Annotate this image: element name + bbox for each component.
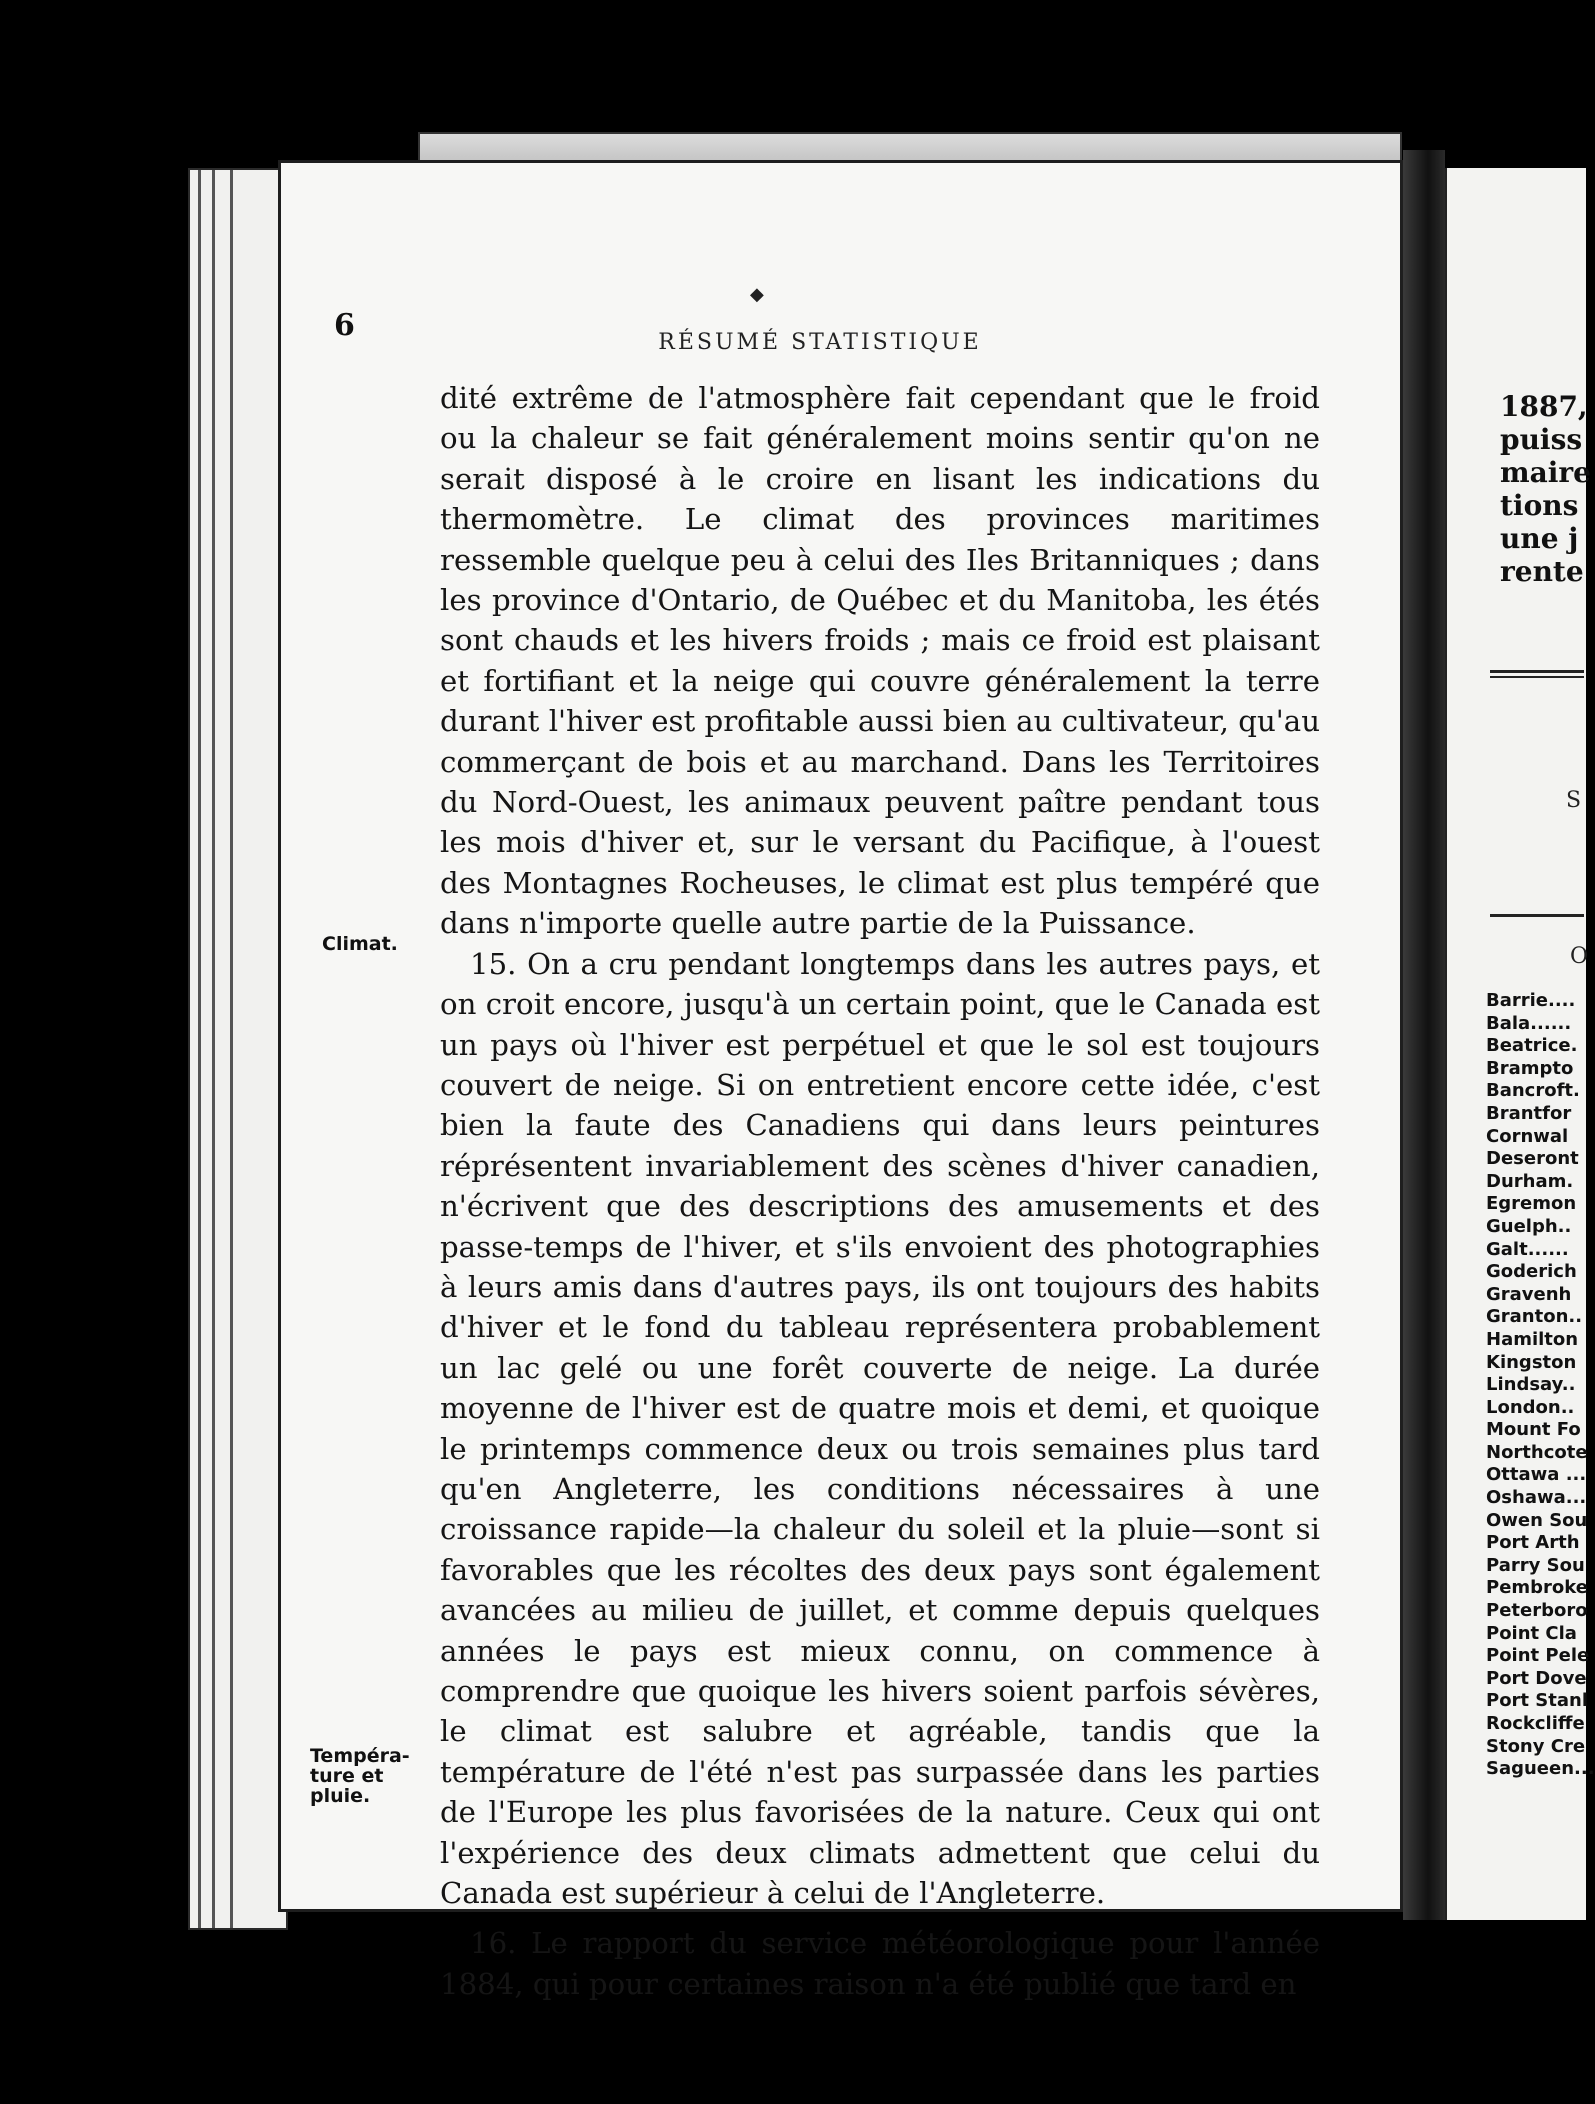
body-text — [440, 378, 1320, 2004]
running-head — [560, 284, 1080, 355]
station-name: Barrie.... — [1486, 990, 1576, 1011]
station-name: Parry Sou — [1486, 1554, 1585, 1576]
station-name: Point Cla — [1486, 1622, 1577, 1644]
station-name: Port Dove — [1486, 1667, 1587, 1689]
column-heading-fragment: O — [1570, 944, 1589, 969]
station-name: Oshawa... — [1486, 1487, 1587, 1509]
paragraph-continuation: dité extrême de l'atmosphère fait cependant que le froid ou la chaleur se fait généralement moins sentir qu'on ne serait disposé à le croire en lisant les indications du thermomètre. Le climat des provinces maritimes ressemble quelque peu à celui des Iles Britanniques ; dans les province d'Ontario, de Québec et du Manitoba, les étés sont chauds et les hivers froids ; mais ce froid est plaisant et fortifiant et la neige qui couvre généralement la terre durant l'hiver est profitable aussi bien au cultivateur, qu'au commerçant de bois et au marchand. Dans les Territoires du Nord-Ouest, les animaux peuvent paître pendant tous les mois d'hiver et, sur le versant du Pacifique, à l'ouest des Montagnes Rocheuses, le climat est plus tempéré que dans n'importe quelle autre partie de la Puissance. — [440, 381, 1320, 941]
right-page-text — [1500, 390, 1591, 588]
double-rule — [1490, 670, 1584, 673]
station-name: Bancroft. — [1486, 1080, 1580, 1102]
right-line: maire — [1500, 456, 1591, 489]
book-cover-edge — [188, 168, 288, 1930]
station-name: Goderich — [1486, 1261, 1577, 1283]
right-line: tions — [1500, 489, 1579, 522]
station-name: Galt...... — [1486, 1238, 1569, 1260]
station-name: Point Pele — [1486, 1645, 1590, 1667]
station-name: Northcote — [1486, 1441, 1588, 1463]
station-name: Ottawa ... — [1486, 1464, 1587, 1486]
paragraph-16: 16. Le rapport du service météorologique pour l'année 1884, qui pour certaines raison n'a été publié que tard en — [440, 1926, 1320, 2001]
station-name: Port Stanl — [1486, 1690, 1589, 1712]
station-list — [1486, 990, 1595, 1781]
station-name: Stony Cre — [1486, 1735, 1586, 1757]
table-heading-fragment: S — [1566, 788, 1582, 813]
paragraph-15: 15. On a cru pendant longtemps dans les autres pays, et on croit encore, jusqu'à un certain point, que le Canada est un pays où l'hiver est perpétuel et que le sol est toujours couvert de neige. Si on entretient encore cette idée, c'est bien la faute des Canadiens qui dans leurs peintures réprésentent invariablement des scènes d'hiver canadien, n'écrivent que des descriptions des amusements et des passe-temps de l'hiver, et s'ils envoient des photographies à leurs amis dans d'autres pays, ils ont toujours des habits d'hiver et le fond du tableau représentera probablement un lac gelé ou une forêt couverte de neige. La durée moyenne de l'hiver est de quatre mois et demi, et quoique le printemps commence deux ou trois semaines plus tard qu'en Angleterre, les conditions nécessaires à une croissance rapide—la chaleur du soleil et la pluie—sont si favorables que les récoltes des deux pays sont également avancées au milieu de juillet, et comme depuis quelques années le pays est mieux connu, on commence à comprendre que quoique les hivers soient parfois sévères, le climat est salubre et agréable, tandis que la température de l'été n'est pas surpassée dans les parties de l'Europe les plus favorisées de la nature. Ceux qui ont l'expérience des deux climats admettent que celui du Canada est supérieur à celui de l'Angleterre. — [440, 946, 1320, 1911]
station-name: Granton.. — [1486, 1306, 1583, 1328]
right-line: une j — [1500, 522, 1579, 555]
book-gutter — [1403, 150, 1445, 1920]
station-name: Cornwal — [1486, 1125, 1569, 1147]
station-name: Port Arth — [1486, 1532, 1580, 1554]
station-name: Pembroke — [1486, 1577, 1588, 1599]
station-name: London.. — [1486, 1396, 1575, 1418]
station-name: Guelph.. — [1486, 1215, 1572, 1237]
station-name: Brampto — [1486, 1057, 1574, 1079]
station-name: Egremon — [1486, 1193, 1577, 1215]
station-name: Owen Sou — [1486, 1509, 1588, 1531]
station-name: Deseront — [1486, 1148, 1579, 1170]
station-name: Bala...... — [1486, 1012, 1572, 1034]
station-name: Brantfor — [1486, 1102, 1572, 1124]
double-rule — [1490, 676, 1584, 678]
station-name: Sagueen... — [1486, 1758, 1595, 1780]
running-head-text: RÉSUMÉ STATISTIQUE — [658, 330, 982, 355]
station-name: Peterboro — [1486, 1600, 1588, 1622]
station-name: Beatrice. — [1486, 1035, 1578, 1057]
margin-note-climat: Climat. — [322, 933, 398, 955]
station-name: Kingston — [1486, 1351, 1577, 1373]
station-name: Rockcliffe — [1486, 1713, 1585, 1734]
right-line: 1887, — [1500, 390, 1588, 423]
right-line: puiss — [1500, 423, 1583, 456]
station-name: Hamilton — [1486, 1328, 1579, 1350]
station-name: Durham. — [1486, 1170, 1574, 1192]
station-name: Gravenh — [1486, 1283, 1572, 1305]
station-name: Mount Fo — [1486, 1419, 1581, 1441]
page-number: 6 — [334, 308, 355, 343]
table-rule — [1490, 914, 1584, 917]
margin-note-temperature: Tempéra-ture et pluie. — [310, 1745, 410, 1807]
ornament-icon: ◆ — [750, 284, 767, 305]
station-name: Lindsay.. — [1486, 1374, 1576, 1396]
right-line: rente — [1500, 555, 1584, 588]
